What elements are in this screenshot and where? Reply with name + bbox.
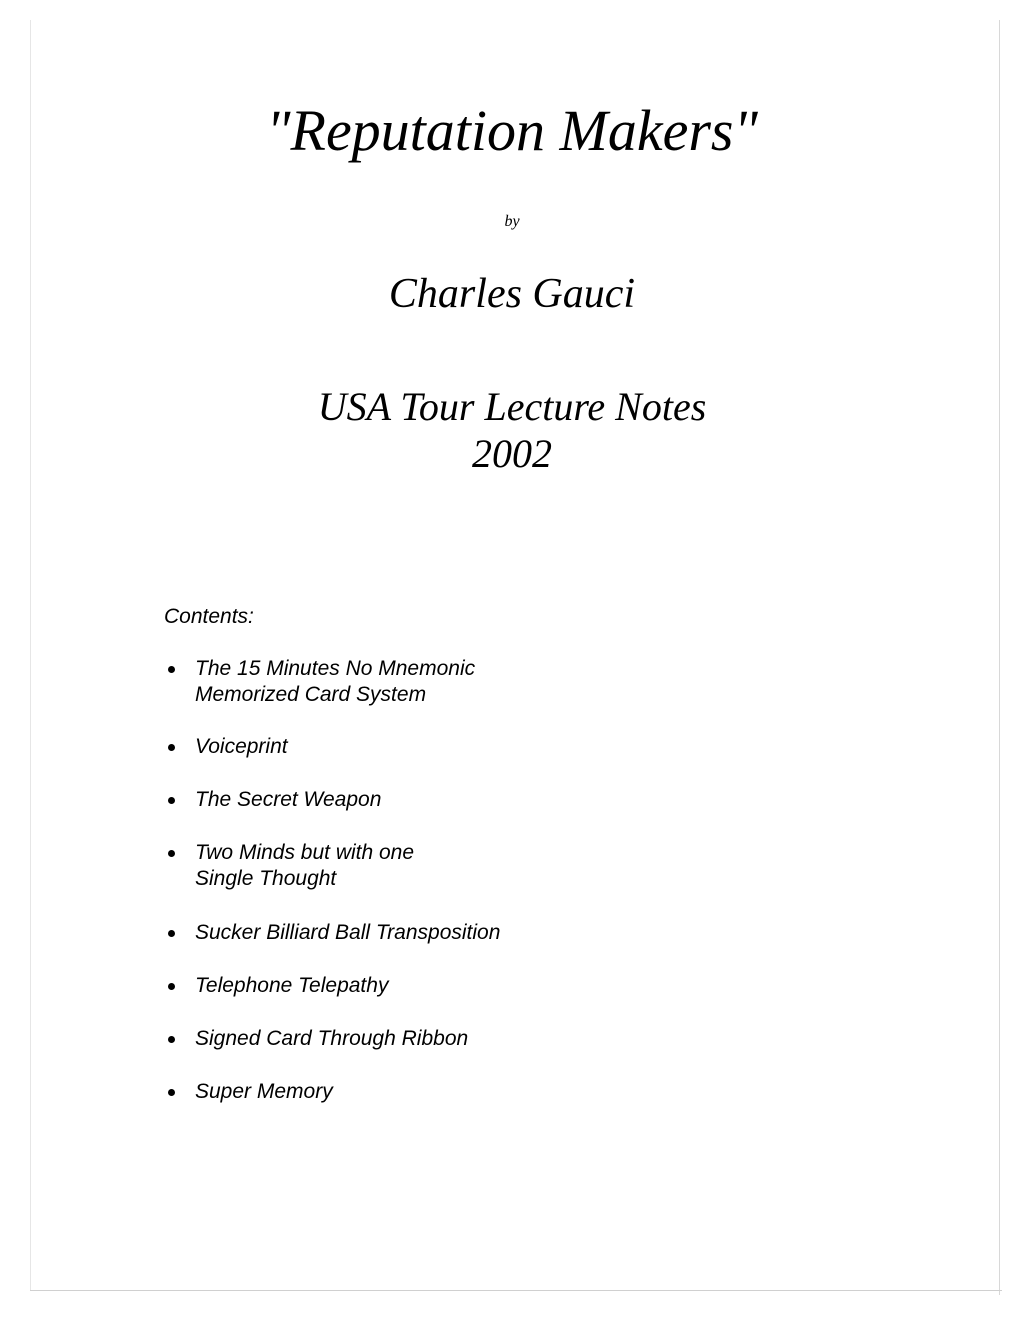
- bullet-icon: [168, 666, 175, 673]
- scan-edge-left: [30, 20, 31, 1290]
- by-line: by: [504, 213, 520, 230]
- list-item-text: The 15 Minutes No Mnemonic Memorized Card System: [195, 657, 476, 706]
- list-item: [164, 656, 764, 708]
- list-item-text: Telephone Telepathy: [195, 974, 389, 997]
- bullet-icon: [168, 744, 175, 751]
- document-title: "Reputation Makers": [266, 98, 758, 163]
- bullet-icon: [168, 983, 175, 990]
- contents-heading: Contents:: [164, 605, 254, 628]
- list-item: [164, 920, 764, 946]
- bullet-icon: [168, 1089, 175, 1096]
- list-item: [164, 1079, 764, 1105]
- scan-edge-bottom: [30, 1290, 1002, 1291]
- bullet-icon: [168, 930, 175, 937]
- list-item-text: Signed Card Through Ribbon: [195, 1027, 469, 1050]
- author-name: Charles Gauci: [388, 271, 636, 317]
- list-item-text: Voiceprint: [195, 735, 288, 758]
- list-item-text: Sucker Billiard Ball Transposition: [195, 921, 501, 944]
- list-item: [164, 787, 764, 813]
- list-item-text: Super Memory: [195, 1080, 333, 1103]
- document-year: 2002: [472, 431, 552, 476]
- bullet-icon: [168, 797, 175, 804]
- list-item-text: Two Minds but with one Single Thought: [195, 841, 415, 890]
- list-item: [164, 734, 764, 760]
- list-item: [164, 973, 764, 999]
- document-subtitle: USA Tour Lecture Notes: [317, 384, 707, 429]
- bullet-icon: [168, 1036, 175, 1043]
- list-item: [164, 1026, 764, 1052]
- list-item-text: The Secret Weapon: [195, 788, 382, 811]
- bullet-icon: [168, 850, 175, 857]
- list-item: [164, 840, 764, 892]
